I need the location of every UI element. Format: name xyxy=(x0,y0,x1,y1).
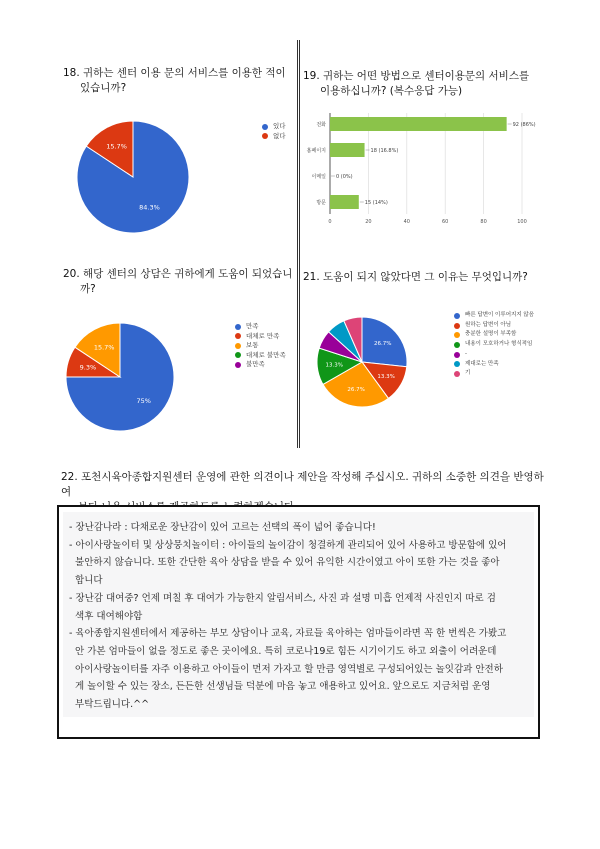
q19-xtick-5: 100 xyxy=(517,219,527,225)
q20-legend-item-4 xyxy=(235,360,286,370)
q20-legend-item-3 xyxy=(235,351,286,361)
q21-title xyxy=(303,270,528,285)
q21-legend-item-4 xyxy=(454,350,534,360)
q19-bar-0 xyxy=(330,117,507,131)
q20-title-line2: 까? xyxy=(80,283,96,295)
q19-bar-3 xyxy=(330,195,359,209)
q21-slice-label-0: 26.7% xyxy=(374,341,392,348)
q19-title-line2: 이용하십니까? (복수응답 가능) xyxy=(320,85,463,97)
q19-category-label-0: 전화 xyxy=(316,122,326,128)
q21-legend xyxy=(454,311,534,379)
q19-data-label-2: 0 (0%) xyxy=(336,174,353,180)
q20-legend-label-2: 보통 xyxy=(246,341,259,349)
q22-response-line-2: 불안하지 않습니다. 또한 간단한 육아 상담을 받을 수 있어 유익한 시간이였고 아이 또한 가는 것을 좋아 xyxy=(69,557,500,569)
q21-legend-item-5 xyxy=(454,360,534,370)
q20-legend xyxy=(235,322,286,370)
q20-legend-label-3: 대체로 불만족 xyxy=(246,350,286,359)
q18-legend xyxy=(262,122,286,141)
q22-title-line1: 22. 포천시육아종합지원센터 운영에 관한 의견이나 제안을 작성해 주십시오. 귀하의 소중한 의견을 반영하여 xyxy=(61,471,544,498)
q18-slice-label-0: 84.3% xyxy=(139,203,160,212)
q18-slice-label-1: 15.7% xyxy=(106,142,127,151)
q21-legend-item-6 xyxy=(454,369,534,379)
q21-legend-swatch-4 xyxy=(454,352,460,358)
q20-title xyxy=(63,267,292,297)
q20-slice-label-1: 9.3% xyxy=(79,363,97,372)
q22-response-line-0: - 장난감나라 : 다채로운 장난감이 있어 고르는 선택의 폭이 넓어 좋습니다! xyxy=(69,522,376,533)
q21-legend-label-1: 원하는 답변이 아님 xyxy=(465,321,512,328)
q19-category-label-1: 홈페이지 xyxy=(306,148,326,154)
q21-slice-label-2: 26.7% xyxy=(347,387,365,394)
q19-xtick-3: 60 xyxy=(442,219,449,225)
q21-legend-swatch-0 xyxy=(454,313,460,319)
q18-title xyxy=(63,66,286,96)
column-divider xyxy=(297,40,300,448)
q21-legend-label-6: 기 xyxy=(465,370,471,377)
q21-legend-item-1 xyxy=(454,321,534,331)
q22-response-line-3: 합니다 xyxy=(69,575,103,587)
q21-legend-swatch-5 xyxy=(454,361,460,367)
q21-slice-label-3: 13.3% xyxy=(325,362,343,369)
q22-response-line-8: 아이사랑놀이터를 자주 이용하고 아이들이 먼저 가자고 할 만큼 영역별로 구성되어있는 놀잇감과 안전하 xyxy=(69,663,503,675)
q22-response-line-5: 색후 대여해야함 xyxy=(69,610,143,622)
q20-legend-swatch-1 xyxy=(235,333,241,339)
q22-response-line-7: 안 가본 엄마들이 없을 정도로 좋은 곳이에요. 특히 코로나19로 힘든 시기이기도 하고 외출이 어려운데 xyxy=(69,645,497,657)
q19-data-label-3: 15 (14%) xyxy=(364,200,388,206)
q20-title-line1: 20. 해당 센터의 상담은 귀하에게 도움이 되었습니 xyxy=(63,268,293,280)
q21-pie-chart xyxy=(312,312,412,412)
q19-bar-chart xyxy=(302,110,552,235)
q22-response-line-9: 게 놀이할 수 있는 장소, 든든한 선생님들 덕분에 마음 놓고 애용하고 있어요. 앞으로도 지금처럼 운영 xyxy=(69,681,491,693)
q21-legend-label-3: 내용이 모호하거나 형식적임 xyxy=(465,341,533,348)
q18-legend-swatch-1 xyxy=(262,133,268,139)
q21-legend-swatch-6 xyxy=(454,371,460,377)
q21-legend-item-0 xyxy=(454,311,534,321)
q20-slice-label-2: 15.7% xyxy=(93,343,115,352)
q18-legend-item-1 xyxy=(262,132,286,142)
q19-data-label-1: 18 (16.8%) xyxy=(370,148,399,154)
q18-title-line2: 있습니까? xyxy=(80,82,127,94)
q21-legend-label-0: 빠른 답변이 이루어지지 않음 xyxy=(465,312,535,318)
q22-response-line-1: - 아이사랑놀이터 및 상상뭉치놀이터 : 아이들의 놀이감이 청결하게 관리되어 있어 사용하고 방문함에 있어 xyxy=(69,539,507,551)
q21-legend-label-2: 충분한 설명이 부족함 xyxy=(465,331,517,338)
q19-category-label-3: 방문 xyxy=(316,200,326,206)
q19-category-label-2: 이메일 xyxy=(311,174,326,180)
q18-pie-chart xyxy=(68,112,198,242)
q21-legend-item-2 xyxy=(454,330,534,340)
q22-response-box xyxy=(57,505,540,739)
q19-xtick-4: 80 xyxy=(480,219,487,225)
q20-slice-label-0: 75% xyxy=(136,396,151,405)
q21-legend-swatch-3 xyxy=(454,342,460,348)
q20-legend-label-0: 만족 xyxy=(246,322,259,330)
q21-slice-label-1: 13.3% xyxy=(377,373,395,380)
q19-title xyxy=(303,69,529,99)
q18-title-line1: 18. 귀하는 센터 이용 문의 서비스를 이용한 적이 xyxy=(63,67,286,79)
q20-legend-swatch-4 xyxy=(235,362,241,368)
q19-xtick-0: 0 xyxy=(328,219,332,225)
q20-legend-swatch-0 xyxy=(235,324,241,330)
q19-xtick-2: 40 xyxy=(403,219,410,225)
q19-xtick-1: 20 xyxy=(365,219,372,225)
q20-legend-item-0 xyxy=(235,322,286,332)
q20-legend-swatch-3 xyxy=(235,352,241,358)
q21-legend-label-5: 제대로는 만족 xyxy=(465,360,499,367)
q19-title-line1: 19. 귀하는 어떤 방법으로 센터이용문의 서비스를 xyxy=(303,70,530,82)
q19-bar-1 xyxy=(330,143,365,157)
q20-legend-swatch-2 xyxy=(235,343,241,349)
q22-response-line-4: - 장난감 대여중? 언제 며칠 후 대여가 가능한지 알림서비스, 사진 과 설명 미흡 언제적 사진인지 따로 검 xyxy=(69,592,496,604)
q21-legend-swatch-1 xyxy=(454,323,460,329)
q18-legend-item-0 xyxy=(262,122,286,132)
q20-pie-chart xyxy=(62,318,182,438)
q22-response-line-6: - 육아종합지원센터에서 제공하는 부모 상담이나 교육, 자료들 육아하는 엄마들이라면 꼭 한 번씩은 가봤고 xyxy=(69,628,507,640)
q19-data-label-0: 92 (86%) xyxy=(512,122,536,128)
q21-legend-swatch-2 xyxy=(454,332,460,338)
q18-legend-label-1: 없다 xyxy=(273,131,286,140)
q20-legend-item-1 xyxy=(235,332,286,342)
q21-legend-item-3 xyxy=(454,340,534,350)
q21-title-line1: 21. 도움이 되지 않았다면 그 이유는 무엇입니까? xyxy=(303,271,528,283)
q20-legend-label-4: 불만족 xyxy=(246,360,265,368)
q22-response-list xyxy=(63,512,534,717)
q20-legend-label-1: 대체로 만족 xyxy=(246,331,280,340)
q20-legend-item-2 xyxy=(235,341,286,351)
q22-response-line-10: 부탁드립니다.^^ xyxy=(69,699,150,711)
q21-legend-label-4: - xyxy=(465,350,467,357)
q18-legend-swatch-0 xyxy=(262,124,268,130)
q18-legend-label-0: 있다 xyxy=(273,122,286,130)
